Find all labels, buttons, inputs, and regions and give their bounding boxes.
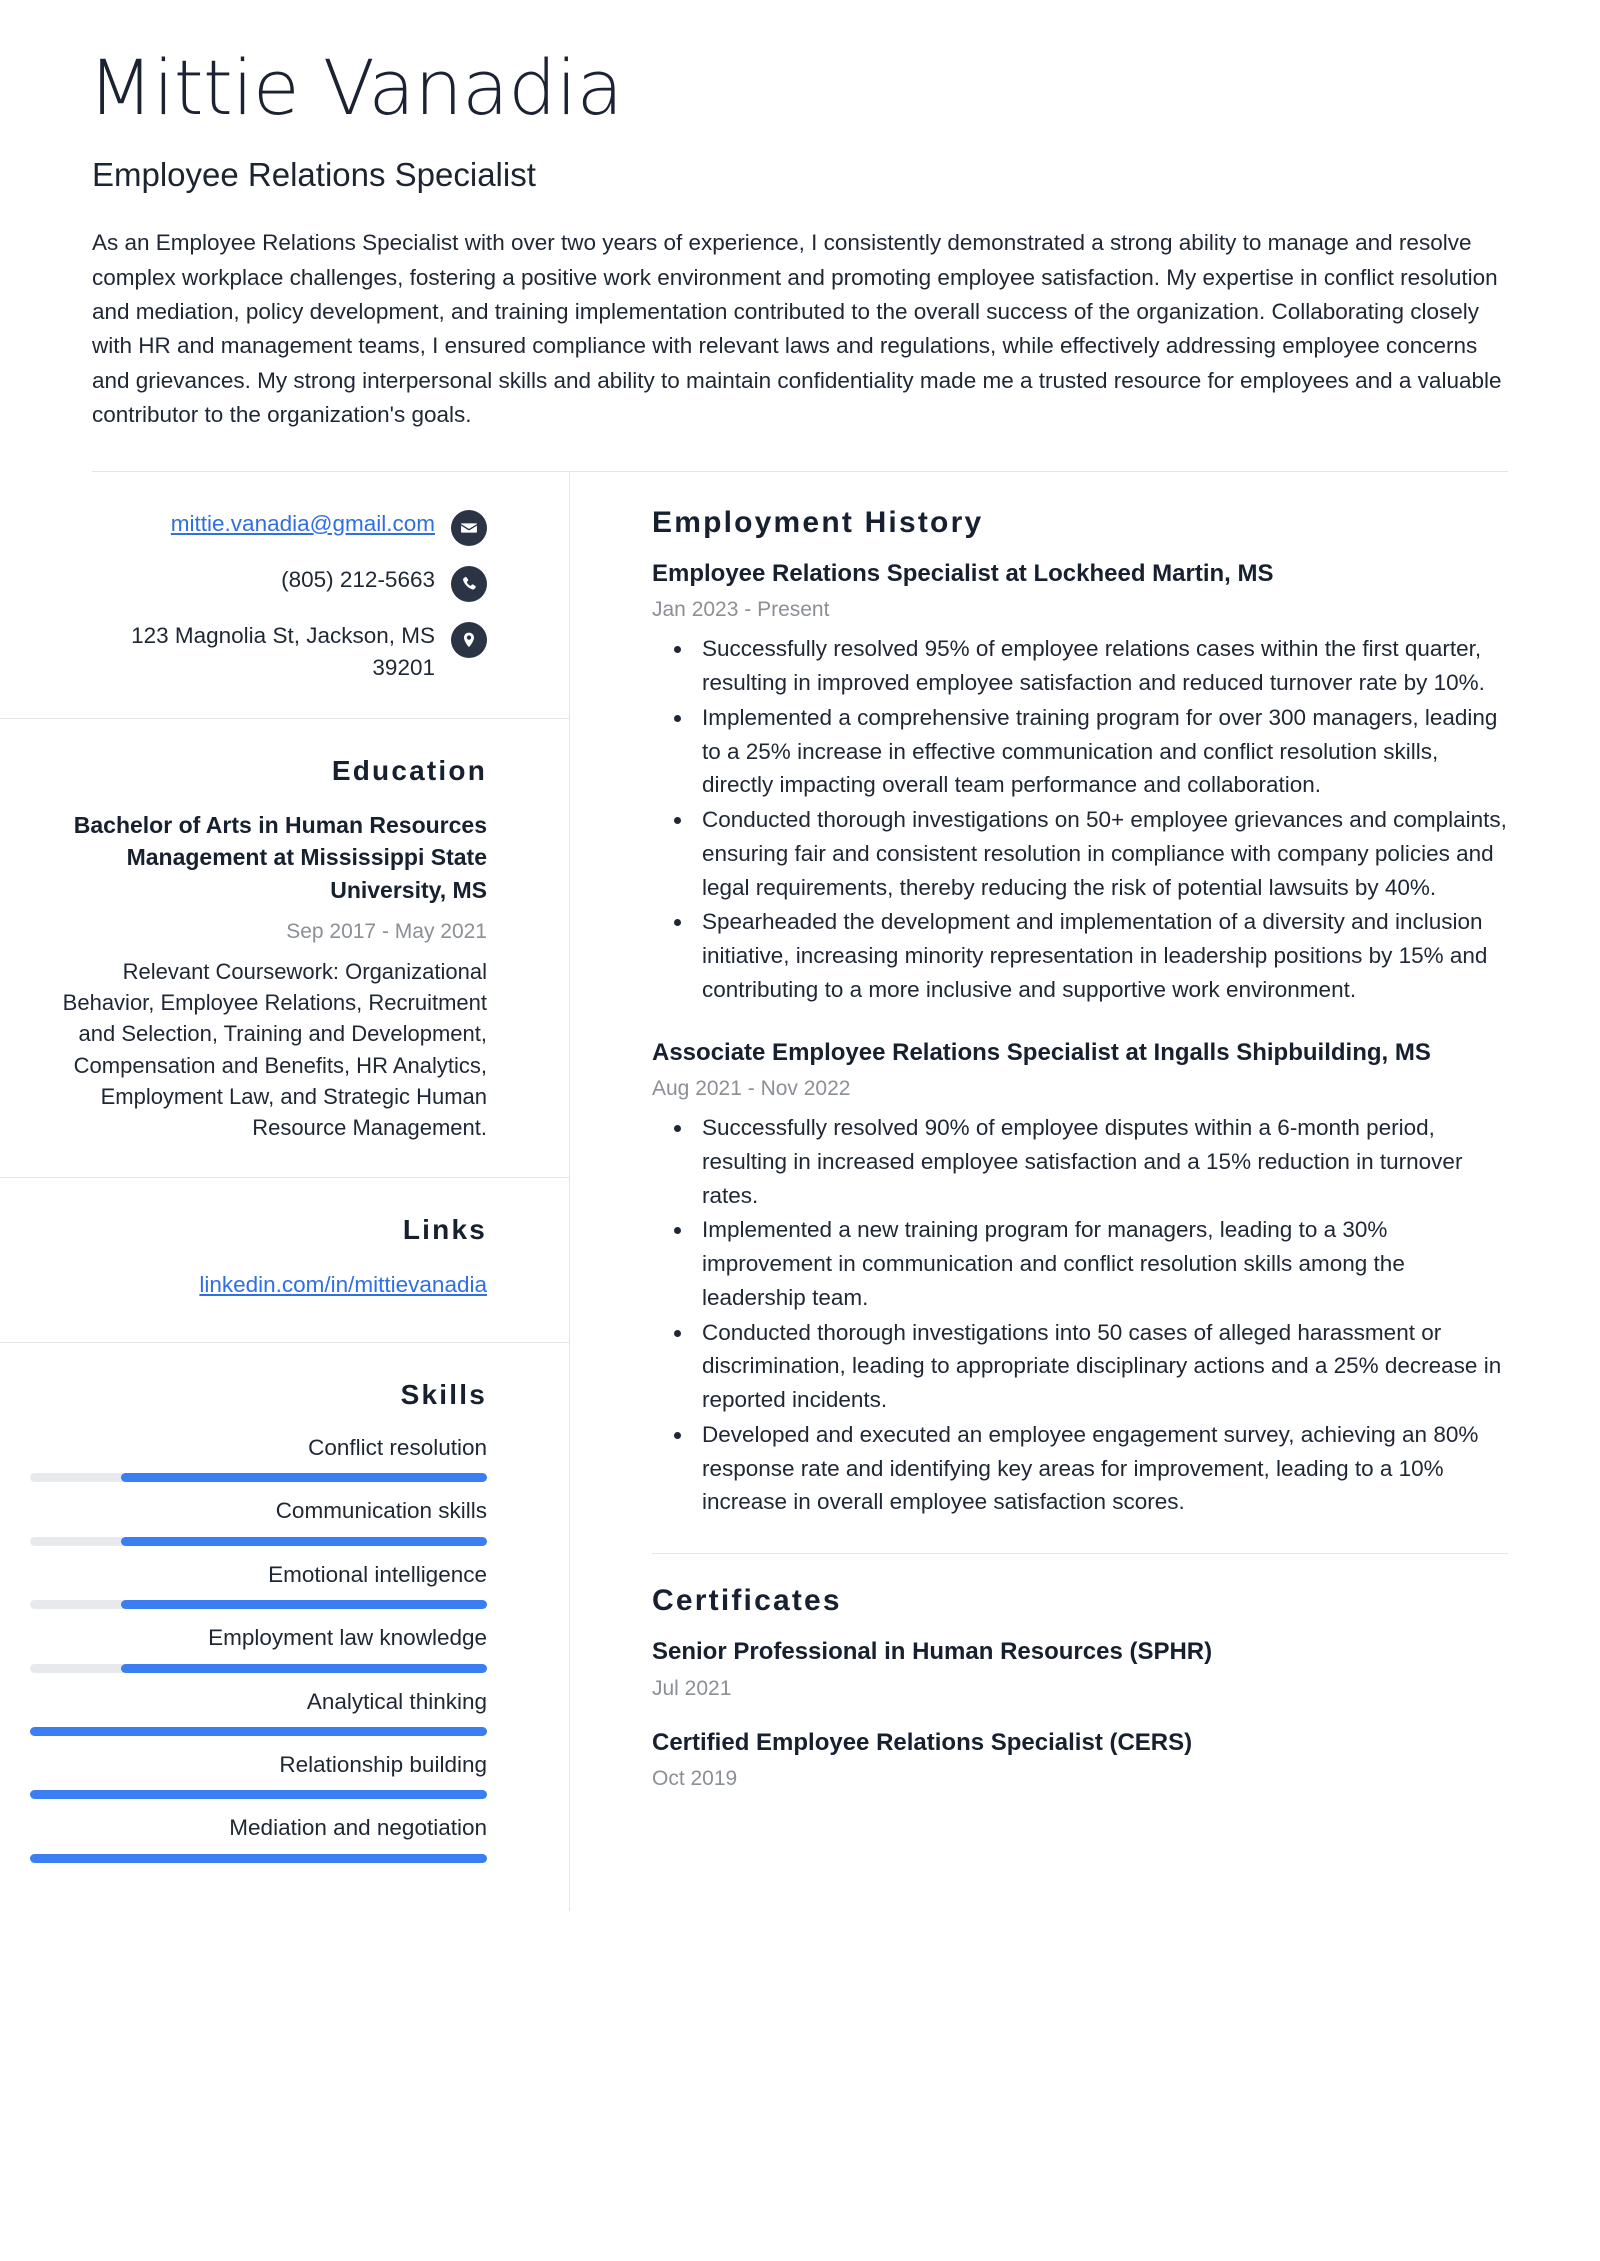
employment-bullet: • Spearheaded the development and implementation of a diversity and inclusion initiative, increasing minority representation in leadership positions by 15% and contributing to a more inclusive and supportive work environment. bbox=[694, 905, 1508, 1006]
header-job-title: Employee Relations Specialist bbox=[92, 155, 536, 193]
education-entry bbox=[30, 809, 487, 1144]
employment-entry bbox=[652, 558, 1508, 1007]
employment-history-section bbox=[652, 506, 1508, 1520]
employment-date: Jan 2023 - Present bbox=[652, 598, 830, 622]
skill-item bbox=[30, 1433, 487, 1482]
skill-label: Analytical thinking bbox=[306, 1688, 487, 1714]
skill-level-bar bbox=[30, 1664, 487, 1673]
contact-row[interactable] bbox=[30, 508, 487, 546]
skill-level-bar bbox=[30, 1727, 487, 1736]
external-link[interactable]: linkedin.com/in/mittievanadia bbox=[199, 1272, 487, 1298]
employment-date: Aug 2021 - Nov 2022 bbox=[652, 1077, 851, 1101]
links-heading: Links bbox=[402, 1214, 487, 1246]
certificate-name: Senior Professional in Human Resources (SPHR) bbox=[652, 1638, 1213, 1666]
sidebar-column bbox=[0, 472, 570, 1911]
certificate-date: Oct 2019 bbox=[652, 1766, 738, 1790]
employment-bullet: • Successfully resolved 95% of employee relations cases within the first quarter, resulting in improved employee satisfaction and reduced turnover rate by 10%. bbox=[694, 632, 1508, 700]
education-date: Sep 2017 - May 2021 bbox=[286, 919, 487, 943]
certificate-date: Jul 2021 bbox=[652, 1676, 732, 1700]
employment-title: Employee Relations Specialist at Lockheed Martin, MS bbox=[652, 559, 1274, 587]
main-column bbox=[570, 472, 1600, 1911]
skill-level-fill bbox=[121, 1664, 487, 1673]
education-heading: Education bbox=[331, 754, 487, 786]
skill-item bbox=[30, 1560, 487, 1609]
skill-level-bar bbox=[30, 1600, 487, 1609]
skills-section bbox=[0, 1343, 569, 1911]
skill-level-fill bbox=[30, 1790, 487, 1799]
skill-item bbox=[30, 1687, 487, 1736]
skill-level-fill bbox=[30, 1854, 487, 1863]
employment-bullet: • Developed and executed an employee engagement survey, achieving an 80% response rate and identifying key areas for improvement, leading to a 10% increase in overall employee satisfaction scores. bbox=[694, 1418, 1508, 1519]
links-section bbox=[0, 1178, 569, 1343]
skill-label: Conflict resolution bbox=[308, 1435, 487, 1461]
employment-bullet: • Conducted thorough investigations into 50 cases of alleged harassment or discrimination, leading to appropriate disciplinary actions and a 25% decrease in reported incidents. bbox=[694, 1316, 1508, 1417]
contact-section bbox=[0, 472, 569, 719]
skill-level-fill bbox=[121, 1473, 487, 1482]
skill-level-bar bbox=[30, 1790, 487, 1799]
skills-heading: Skills bbox=[400, 1379, 487, 1411]
certificates-section bbox=[652, 1584, 1508, 1791]
skill-level-bar bbox=[30, 1473, 487, 1482]
skill-level-fill bbox=[121, 1537, 487, 1546]
certificate-name: Certified Employee Relations Specialist (CERS) bbox=[652, 1728, 1193, 1756]
page-title: Mittie Vanadia bbox=[88, 43, 623, 132]
skill-level-fill bbox=[30, 1727, 487, 1736]
envelope-icon bbox=[451, 510, 487, 546]
skill-item bbox=[30, 1496, 487, 1545]
contact-row bbox=[30, 564, 487, 602]
education-description: Relevant Coursework: Organizational Behavior, Employee Relations, Recruitment and Selection, Training and Development, Compensation and Benefits, HR Analytics, Employment Law, and Strategic Human Resource Management. bbox=[62, 958, 487, 1141]
employment-bullet: • Implemented a new training program for managers, leading to a 30% improvement in communication and conflict resolution skills among the leadership team. bbox=[694, 1213, 1508, 1314]
skill-label: Relationship building bbox=[279, 1751, 487, 1777]
skill-level-bar bbox=[30, 1537, 487, 1546]
skill-label: Emotional intelligence bbox=[268, 1561, 487, 1587]
contact-value: (805) 212-5663 bbox=[281, 566, 435, 592]
employment-bullet-list bbox=[652, 1111, 1508, 1519]
professional-summary: As an Employee Relations Specialist with over two years of experience, I consistently demonstrated a strong ability to manage and resolve complex workplace challenges, fostering a positive work environment and promoting employee satisfaction. My expertise in conflict resolution and mediation, policy development, and training implementation contributed to the overall success of the organization. Collaborating closely with HR and management teams, I ensured compliance with relevant laws and regulations, while effectively addressing employee concerns and grievances. My strong interpersonal skills and ability to maintain confidentiality made me a trusted resource for employees and a valuable contributor to the organization's goals. bbox=[92, 230, 1502, 428]
resume-header bbox=[0, 0, 1600, 472]
skill-level-bar bbox=[30, 1854, 487, 1863]
resume-body bbox=[0, 472, 1600, 1911]
employment-bullet-list bbox=[652, 632, 1508, 1006]
employment-bullet: • Implemented a comprehensive training program for over 300 managers, leading to a 25% increase in effective communication and conflict resolution skills, directly impacting overall team performance and collaboration. bbox=[694, 701, 1508, 802]
employment-title: Associate Employee Relations Specialist at Ingalls Shipbuilding, MS bbox=[652, 1038, 1431, 1066]
contact-row bbox=[30, 620, 487, 684]
employment-history-heading: Employment History bbox=[652, 505, 984, 539]
skill-item bbox=[30, 1813, 487, 1862]
contact-value[interactable] bbox=[171, 508, 435, 540]
certificate-entry bbox=[652, 1636, 1508, 1700]
certificate-entry bbox=[652, 1727, 1508, 1791]
link-item[interactable] bbox=[30, 1268, 487, 1302]
location-pin-icon bbox=[451, 622, 487, 658]
section-divider bbox=[652, 1553, 1508, 1554]
phone-icon bbox=[451, 566, 487, 602]
contact-link[interactable]: mittie.vanadia@gmail.com bbox=[170, 510, 435, 536]
skill-item bbox=[30, 1750, 487, 1799]
skill-label: Employment law knowledge bbox=[208, 1625, 487, 1651]
skill-item bbox=[30, 1623, 487, 1672]
skill-level-fill bbox=[121, 1600, 487, 1609]
employment-bullet: • Successfully resolved 90% of employee disputes within a 6-month period, resulting in increased employee satisfaction and a 15% reduction in turnover rates. bbox=[694, 1111, 1508, 1212]
employment-entry bbox=[652, 1037, 1508, 1520]
skill-label: Mediation and negotiation bbox=[229, 1815, 487, 1841]
certificates-heading: Certificates bbox=[652, 1584, 842, 1618]
contact-value: 123 Magnolia St, Jackson, MS 39201 bbox=[131, 622, 435, 680]
skill-label: Communication skills bbox=[275, 1498, 487, 1524]
employment-bullet: • Conducted thorough investigations on 50+ employee grievances and complaints, ensuring fair and consistent resolution in compliance with company policies and legal requirements, thereby reducing the risk of potential lawsuits by 40%. bbox=[694, 803, 1508, 904]
education-degree: Bachelor of Arts in Human Resources Management at Mississippi State University, MS bbox=[73, 811, 487, 903]
education-section bbox=[0, 719, 569, 1179]
